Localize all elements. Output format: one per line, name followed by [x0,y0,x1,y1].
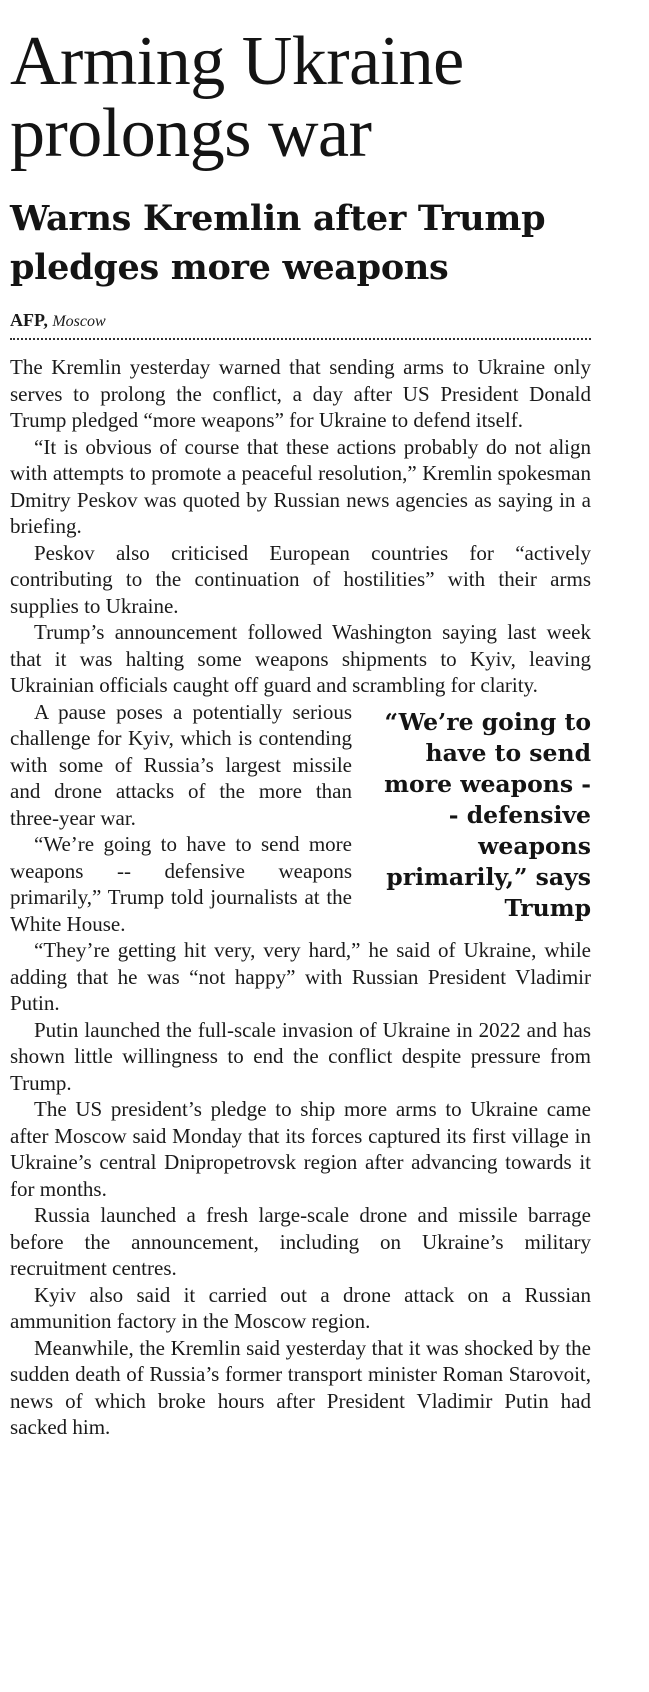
subheadline: Warns Kremlin after Trump pledges more weapons [10,198,546,288]
byline [10,310,591,334]
paragraph-9: The US president’s pledge to ship more arms to Ukraine came after Moscow said Monday that its forces captured its first village in Ukraine’s central Dnipropetrovsk region after advancing towards it for months. [10,1097,591,1201]
byline-agency: AFP, [10,310,48,330]
paragraph-8: Putin launched the full-scale invasion of Ukraine in 2022 and has shown little willingness to end the conflict despite pressure from Trump. [10,1017,591,1095]
paragraph-12: Meanwhile, the Kremlin said yesterday that it was shocked by the sudden death of Russia’s former transport minister Roman Starovoit, news of which broke hours after President Vladimir Putin had sacked him. [10,1335,591,1439]
article-body [10,354,591,1441]
paragraph-4: Trump’s announcement followed Washington saying last week that it was halting some weapons shipments to Kyiv, leaving Ukrainian officials caught off guard and scrambling for clarity. [10,620,591,697]
dotted-divider [10,338,591,340]
article [10,0,591,1441]
paragraph-11: Kyiv also said it carried out a drone attack on a Russian ammunition factory in the Moscow region. [10,1282,591,1333]
paragraph-3: Peskov also criticised European countries for “actively contributing to the continuation of hostilities” with their arms supplies to Ukraine. [10,540,591,618]
headline: Arming Ukraine prolongs war [10,23,464,172]
paragraph-6: “We’re going to have to send more weapons -- defensive weapons primarily,” Trump told journalists at the White House. [10,832,352,936]
paragraph-1: The Kremlin yesterday warned that sending arms to Ukraine only serves to prolong the conflict, a day after US President Donald Trump pledged “more weapons” for Ukraine to defend itself. [10,355,591,432]
byline-location: Moscow [52,313,106,330]
paragraph-7: “They’re getting hit very, very hard,” he said of Ukraine, while adding that he was “not happy” with Russian President Vladimir Putin. [10,938,591,1015]
paragraph-10: Russia launched a fresh large-scale drone and missile barrage before the announcement, including on Ukraine’s military recruitment centres. [10,1203,591,1280]
pull-quote: “We’re going to have to send more weapons -- defensive weapons primarily,” says Trump [384,707,591,922]
paragraph-2: “It is obvious of course that these actions probably do not align with attempts to promote a peaceful resolution,” Kremlin spokesman Dmitry Peskov was quoted by Russian news agencies as saying in a briefing. [10,434,591,538]
paragraph-5: A pause poses a potentially serious challenge for Kyiv, which is contending with some of Russia’s largest missile and drone attacks of the more than three-year war. [10,699,352,830]
